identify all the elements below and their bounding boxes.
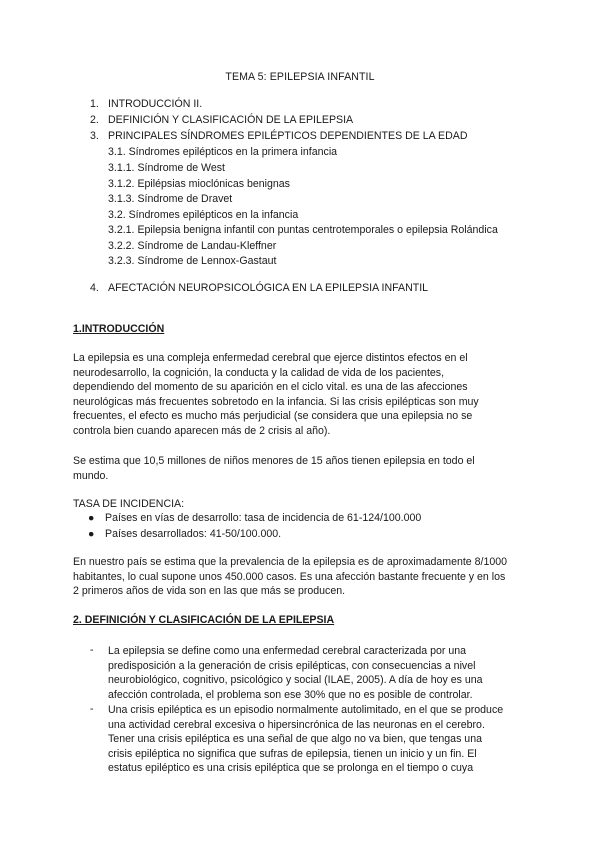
dash-bullet-icon: -: [90, 703, 94, 715]
paragraph-line: 2 primeros años de vida son en las que más se producen.: [73, 585, 346, 598]
dash-bullet-icon: -: [90, 644, 94, 656]
paragraph-line: neurológicas más frecuentes sobretodo en la infancia. Si las crisis epilépticas son muy: [73, 395, 479, 408]
toc-item-number: 4.: [90, 282, 99, 294]
list-item-text: Países desarrollados: 41-50/100.000.: [105, 528, 282, 540]
toc-subitem: 3.2.1. Epilepsia benigna infantil con puntas centrotemporales o epilepsia Rolándica: [108, 224, 498, 236]
paragraph-line: Una crisis epiléptica es un episodio normalmente autolimitado, en el que se produce: [108, 704, 504, 716]
paragraph-line: crisis epiléptica no significa que sufras de epilepsia, tienen un inicio y un fin. El: [108, 747, 477, 760]
toc-subitem: 3.1. Síndromes epilépticos en la primera infancia: [108, 146, 338, 158]
paragraph-line: predisposición a la generación de crisis epilépticas, con consecuencias a nivel: [108, 659, 476, 672]
toc-item-text: DEFINICIÓN Y CLASIFICACIÓN DE LA EPILEPSIA: [108, 114, 354, 126]
toc-item-number: 3.: [90, 130, 99, 142]
paragraph-line: dependiendo del momento de su aparición en el ciclo vital. es una de las afecciones: [73, 381, 468, 394]
paragraph-line: Tener una crisis epiléptica es una señal de que algo no va bien, que tengas una: [108, 733, 482, 746]
incidence-label: TASA DE INCIDENCIA:: [73, 498, 185, 510]
toc-subitem: 3.1.2. Epilépsias mioclónicas benignas: [108, 178, 290, 190]
intro-paragraph-1: [73, 351, 535, 439]
toc-item-number: 2.: [90, 114, 99, 126]
paragraph-line: neurodesarrollo, la cognición, la conducta y la calidad de vida de los pacientes,: [73, 366, 445, 379]
intro-paragraph-3: [73, 555, 535, 599]
toc-item-text: PRINCIPALES SÍNDROMES EPILÉPTICOS DEPENDIENTES DE LA EDAD: [108, 130, 468, 142]
paragraph-line: controla bien cuando aparecen más de 2 crisis al año).: [73, 424, 331, 437]
paragraph-line: Se estima que 10,5 millones de niños menores de 15 años tienen epilepsia en todo el: [73, 455, 475, 467]
section-heading-introduccion: 1.INTRODUCCIÓN: [73, 323, 165, 335]
paragraph-line: La epilepsia es una compleja enfermedad cerebral que ejerce distintos efectos en el: [73, 352, 468, 364]
list-item-text: Países en vías de desarrollo: tasa de incidencia de 61-124/100.000: [105, 512, 422, 524]
toc-subitem: 3.2.3. Síndrome de Lennox-Gastaut: [108, 255, 277, 267]
toc-subitem: 3.1.3. Síndrome de Dravet: [108, 193, 233, 205]
paragraph-line: frecuentes, el efecto es mucho más perjudicial (se considera que una epilepsia no se: [73, 410, 473, 423]
toc-subitem: 3.2.2. Síndrome de Landau-Kleffner: [108, 240, 277, 252]
intro-paragraph-2: [73, 454, 535, 483]
bullet-icon: ●: [88, 528, 95, 540]
paragraph-line: neurobiológico, cognitivo, psicológico y social (ILAE, 2005). A día de hoy es una: [108, 674, 483, 687]
toc-subitem: 3.1.1. Síndrome de West: [108, 162, 225, 174]
paragraph-line: En nuestro país se estima que la prevalencia de la epilepsia es de aproximadamente 8/1000: [73, 556, 508, 568]
section-heading-definicion: 2. DEFINICIÓN Y CLASIFICACIÓN DE LA EPILEPSIA: [73, 614, 335, 626]
list-item-text: [108, 703, 503, 776]
toc-subitem: 3.2. Síndromes epilépticos en la infancia: [108, 209, 299, 221]
bullet-icon: ●: [88, 512, 95, 524]
paragraph-line: mundo.: [73, 469, 109, 482]
paragraph-line: La epilepsia se define como una enfermedad cerebral caracterizada por una: [108, 645, 467, 657]
toc-item-text: AFECTACIÓN NEUROPSICOLÓGICA EN LA EPILEPSIA INFANTIL: [108, 282, 429, 294]
paragraph-line: una actividad cerebral excesiva o hipersincrónica de las neuronas en el cerebro.: [108, 718, 485, 731]
paragraph-line: estatus epiléptico es una crisis epiléptica que se prolonga en el tiempo o cuya: [108, 762, 474, 775]
toc-item-text: INTRODUCCIÓN II.: [108, 98, 203, 110]
document-title: TEMA 5: EPILEPSIA INFANTIL: [225, 71, 375, 83]
list-item-text: [108, 644, 483, 702]
paragraph-line: afección controlada, el problema son ese 30% que no es posible de controlar.: [108, 688, 473, 701]
toc-item-number: 1.: [90, 98, 99, 110]
paragraph-line: habitantes, lo cual supone unos 450.000 casos. Es una afección bastante frecuente y en los: [73, 570, 506, 583]
